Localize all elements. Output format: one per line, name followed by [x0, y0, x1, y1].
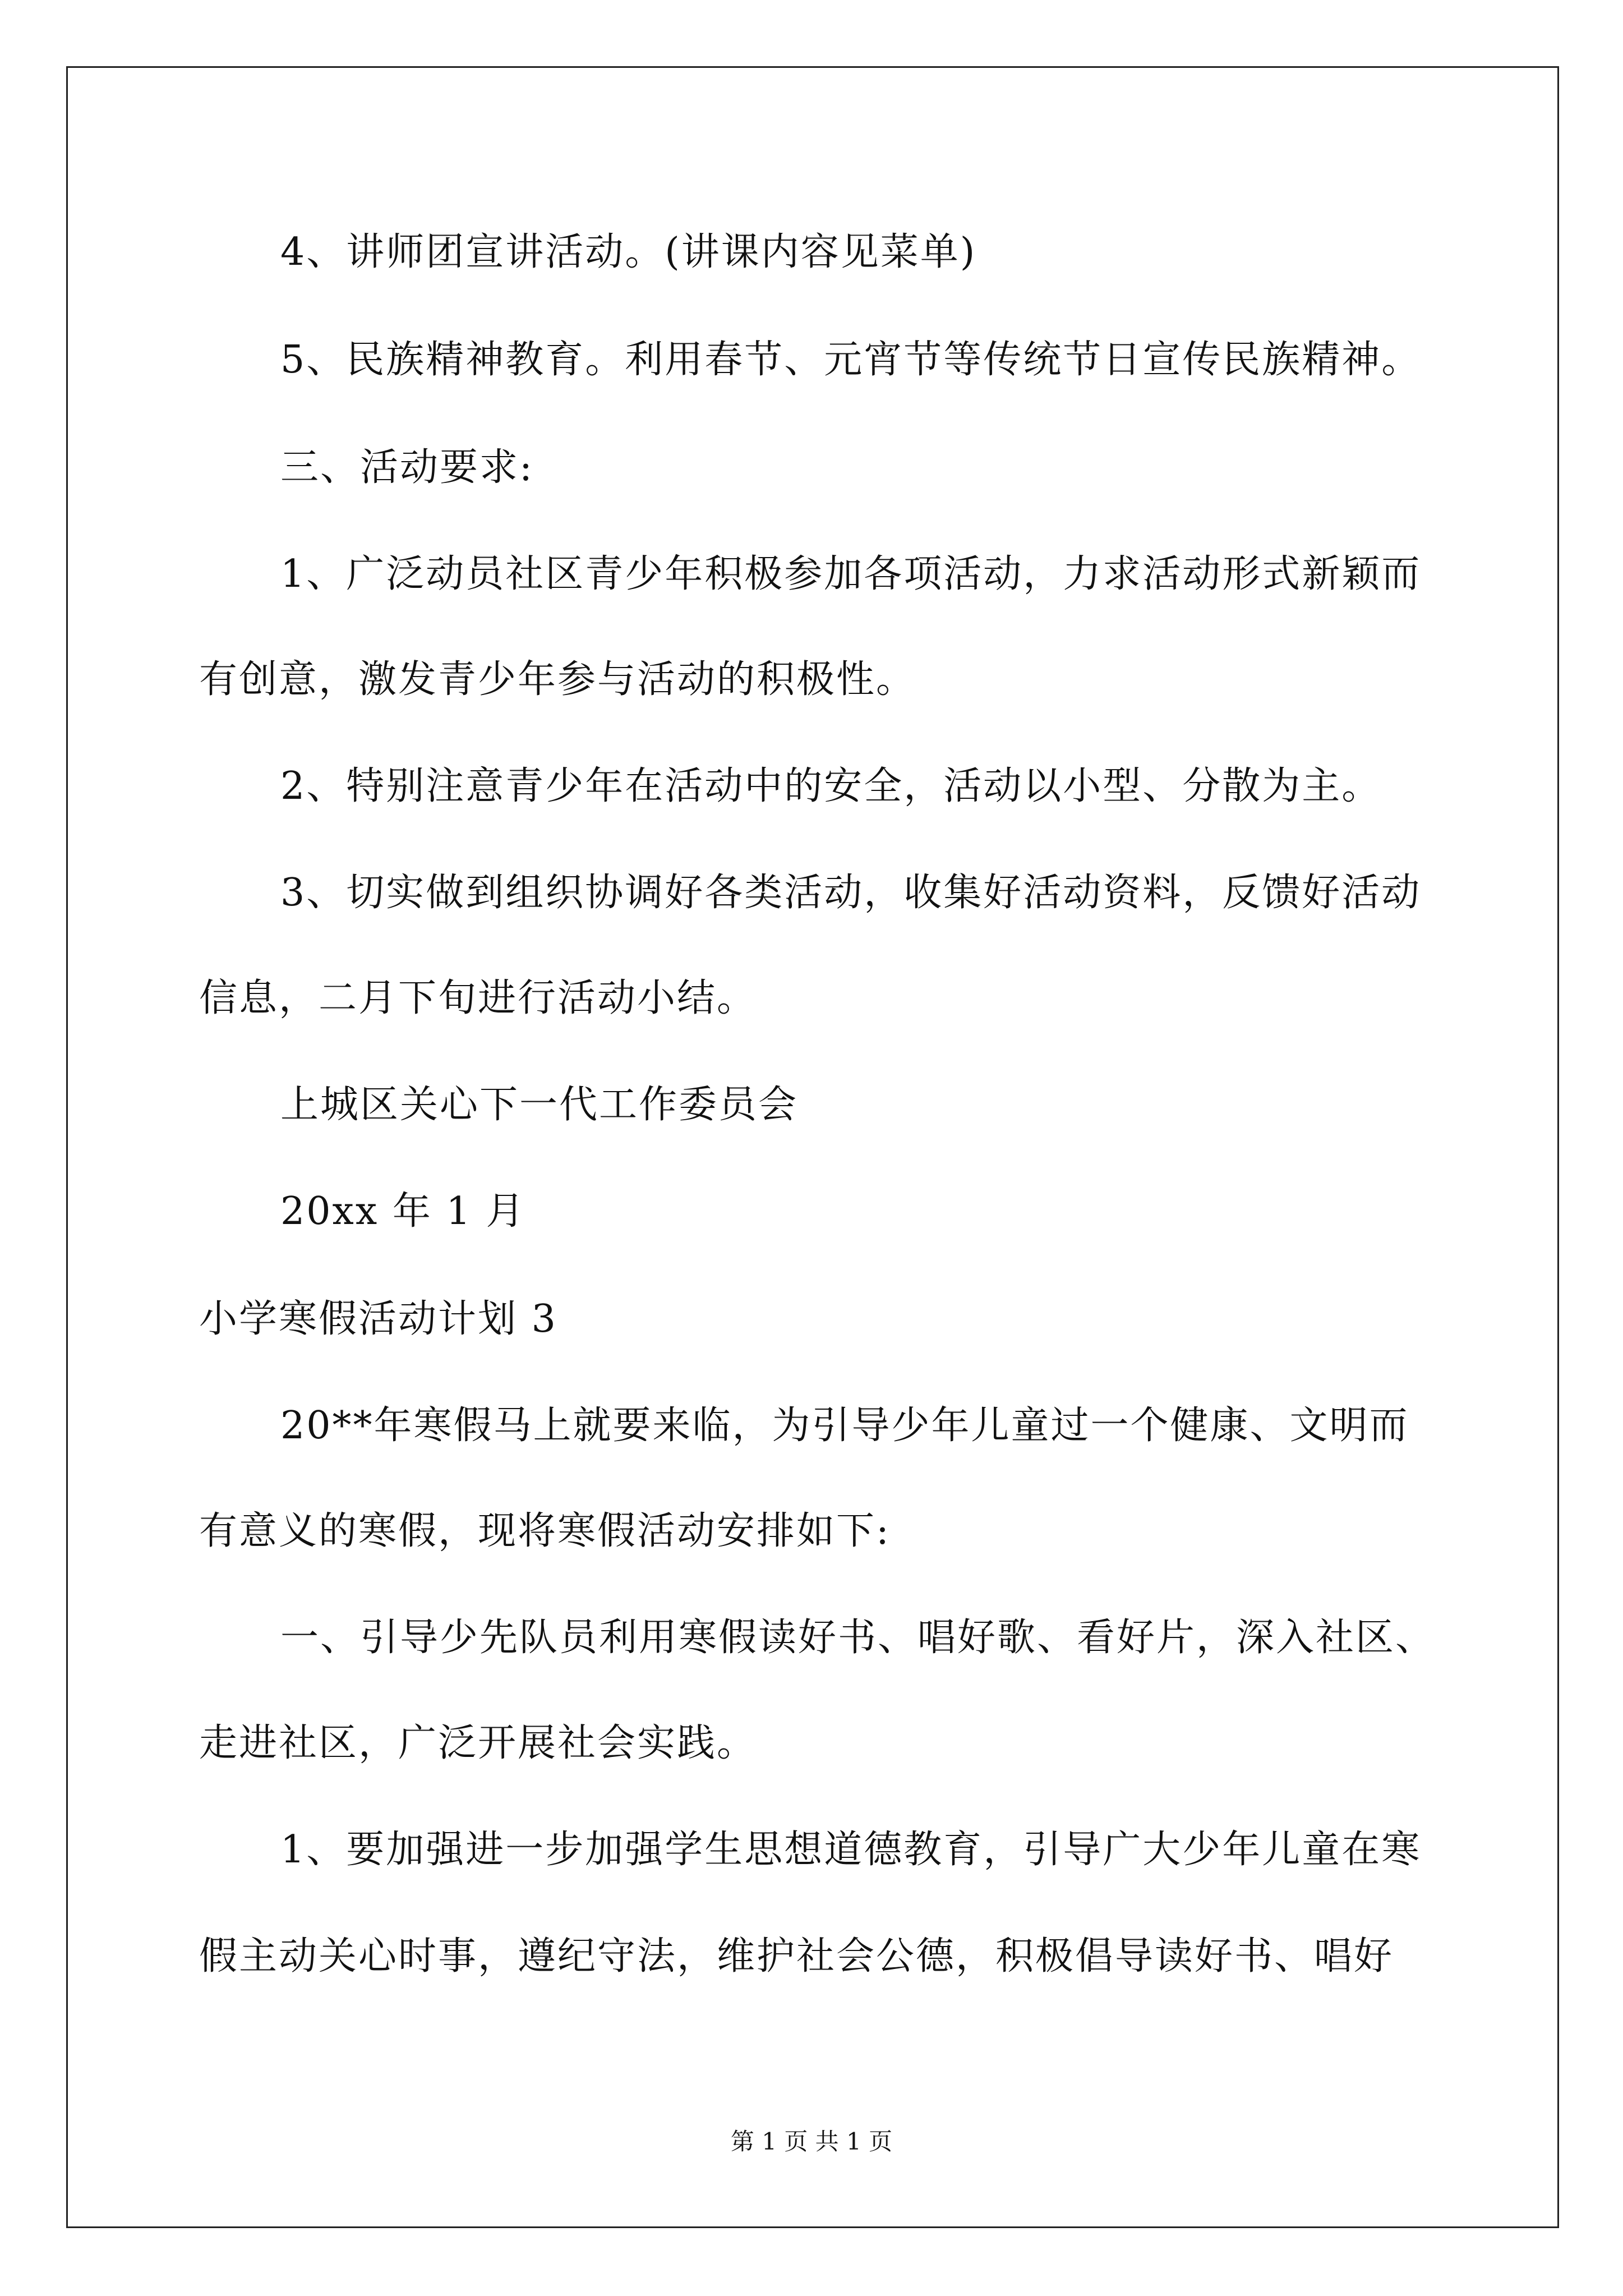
- paragraph-line: 有创意，激发青少年参与活动的积极性。: [199, 657, 916, 702]
- paragraph-line: 1、要加强进一步加强学生思想道德教育，引导广大少年儿童在寒: [280, 1828, 1422, 1872]
- document-title: 小学寒假活动计划 3: [199, 1297, 557, 1341]
- section-heading: 三、活动要求:: [280, 445, 534, 490]
- paragraph-line: 走进社区，广泛开展社会实践。: [199, 1721, 757, 1765]
- page-border: [66, 66, 1559, 2228]
- paragraph-line: 假主动关心时事，遵纪守法，维护社会公德，积极倡导读好书、唱好: [199, 1934, 1394, 1978]
- paragraph-line: 20**年寒假马上就要来临，为引导少年儿童过一个健康、文明而: [280, 1404, 1409, 1448]
- paragraph-line: 有意义的寒假，现将寒假活动安排如下:: [199, 1509, 891, 1553]
- paragraph-line: 1、广泛动员社区青少年积极参加各项活动，力求活动形式新颖而: [280, 552, 1422, 596]
- paragraph-line: 信息，二月下旬进行活动小结。: [199, 976, 757, 1020]
- signature-date: 20xx 年 1 月: [280, 1189, 526, 1234]
- page-footer: 第 1 页 共 1 页: [730, 2128, 893, 2155]
- paragraph-line: 5、民族精神教育。利用春节、元宵节等传统节日宣传民族精神。: [280, 338, 1422, 382]
- paragraph-line: 一、引导少先队员利用寒假读好书、唱好歌、看好片，深入社区、: [280, 1616, 1436, 1660]
- paragraph-line: 2、特别注意青少年在活动中的安全，活动以小型、分散为主。: [280, 764, 1382, 808]
- paragraph-line: 4、讲师团宣讲活动。(讲课内容见菜单): [280, 230, 977, 274]
- paragraph-line: 3、切实做到组织协调好各类活动，收集好活动资料，反馈好活动: [280, 871, 1422, 915]
- signature-org: 上城区关心下一代工作委员会: [280, 1083, 799, 1127]
